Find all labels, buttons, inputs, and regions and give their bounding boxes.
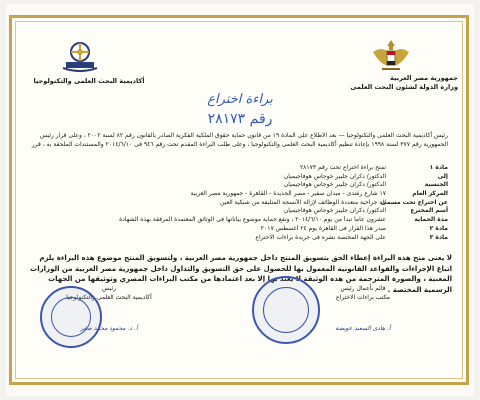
detail-value: على الجهة المختصة نشره فى جريدة براءات الاختراع <box>255 233 386 241</box>
detail-label: مادة ٣ <box>429 233 448 241</box>
preamble-text: رئيس أكاديمية البحث العلمى والتكنولوجيا — بعد الاطلاع على المادة ١٩ من قانون حماية حقوق الملكية الفكرية الصادر بالقانون رقم ٨٢ لسنة ٢٠٠٢ ، وعلى قرار رئيس الجمهورية رقم ٣٧٧ لسنة ١٩٩٨ بإعادة تنظيم أكاديمية البحث العلمى والتكنولوجيا ، وعلى طلب البراءة المقدم تحت رقم ٩٤٦ فى ٢٠١٤/٦/١٠ والمستندات الملحقة به ، قرر <box>31 132 448 148</box>
ministry-header <box>308 74 458 92</box>
detail-value: صدر هذا القرار فى القاهرة يوم ٢٤ أغسطس ٢٠١٧ <box>260 224 386 232</box>
patent-number: رقم ٢٨١٧٣ <box>207 111 273 127</box>
detail-label: مدة الحماية <box>414 216 448 224</box>
detail-label: مادة ١ <box>429 164 448 171</box>
detail-row <box>28 181 448 190</box>
detail-value: ١٧ شارع رشدى - ميدان سفير - مصر الجديدة - القاهرة - جمهورية مصر العربية <box>190 190 386 198</box>
detail-value: الدكتور/ دكران جليبر خوجاس هوفاجيميان <box>283 181 386 189</box>
signatory-title: قائم بأعمال رئيس <box>340 285 386 292</box>
detail-value: عشرون عاماً تبدأ من يوم ٢٠١٤/٦/١٠ ، وتقع حماية موضوع بياناتها فى الوثائق المعتمدة المرفقة بهذه الشهادة <box>119 216 386 224</box>
patent-office-seal-icon <box>252 276 320 344</box>
detail-label: مادة ٢ <box>429 224 448 232</box>
detail-row <box>28 207 448 216</box>
signatory-name: أ. د. محمود محمد صقر <box>80 325 138 332</box>
detail-row <box>28 216 448 225</box>
detail-label: إلى <box>437 172 448 180</box>
detail-label: عن اختراع تحت مسمى <box>380 198 448 206</box>
republic-name: جمهورية مصر العربية <box>390 74 458 82</box>
academy-logo-icon <box>60 38 100 74</box>
signatory-org: أكاديمية البحث العلمى والتكنولوجيا <box>66 294 152 301</box>
signatory-org: مكتب براءات الاختراع <box>336 294 390 301</box>
legal-footnote: لا يعنى منح هذه البراءة إعطاء الحق بتسويق المنتج داخل جمهورية مصر العربية ، ولتسويق المنتج موضوع هذه البراءة يلزم اتباع الإجراءات والقواعد القانونية المعمول بها للحصول على حق التسويق والتداول داخل جمهورية مصر العربية من الوزارات المعنية ، والصورة المترجمة من هذه الوثيقة لا يعتد بها إلا بعد اعتمادها من مكتب البراءات المصري وتوثيقها من الجهات الرسمية المختصة . <box>30 254 452 294</box>
detail-value: الدكتور/ دكران جليبر خوجاس هوفاجيميان <box>283 172 386 180</box>
detail-label: المركز العام <box>412 190 448 198</box>
detail-row <box>28 173 448 182</box>
detail-row <box>28 190 448 199</box>
detail-label: الجنسية <box>424 181 448 189</box>
academy-seal-icon <box>40 286 102 348</box>
academy-name: أكاديمية البحث العلمى والتكنولوجيا <box>33 77 145 85</box>
signatory-title: رئيس <box>101 285 117 292</box>
ministry-name: وزارة الدولة لشئون البحث العلمى <box>350 83 458 91</box>
detail-row <box>28 199 448 208</box>
detail-row <box>28 164 448 173</box>
detail-value: آلة جراحية متعددة الوظائف لإزالة الأنسجة المتليفة من شبكية العين <box>219 198 386 206</box>
certificate-title: براءة اختراع <box>207 92 273 107</box>
detail-label: أسم المخترع <box>410 207 448 215</box>
signatory-name: أ. هادى السعيد عويضة <box>335 325 391 332</box>
detail-value: الدكتور/ دكران جليبر خوجاس هوفاجيميان <box>283 207 386 215</box>
eagle-emblem-icon <box>370 36 412 74</box>
patent-details <box>28 164 448 242</box>
detail-value: تمنح براءة اختراع تحت رقم ٢٨١٧٣ <box>299 164 386 171</box>
detail-row <box>28 234 448 243</box>
detail-row <box>28 225 448 234</box>
